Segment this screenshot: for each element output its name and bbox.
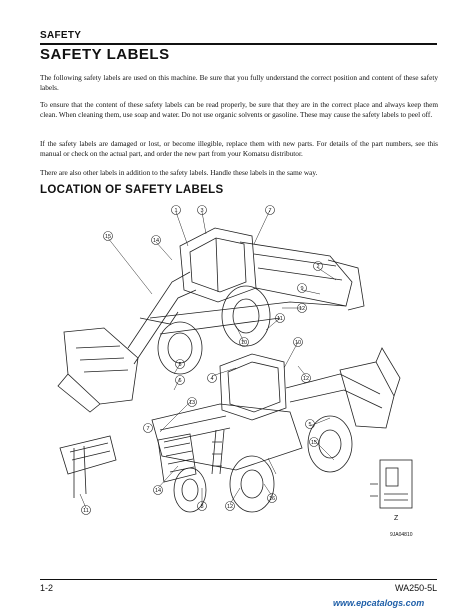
svg-text:12: 12 <box>302 376 310 382</box>
svg-text:13: 13 <box>188 400 196 406</box>
svg-text:14: 14 <box>154 488 162 494</box>
svg-text:12: 12 <box>298 306 306 312</box>
svg-text:15: 15 <box>104 234 112 240</box>
svg-text:12: 12 <box>226 504 234 510</box>
svg-text:10: 10 <box>294 340 302 346</box>
upper-loader-drawing <box>58 228 364 412</box>
svg-text:6: 6 <box>178 378 182 384</box>
lower-loader-drawing <box>152 348 400 512</box>
svg-text:15: 15 <box>310 440 318 446</box>
svg-text:16: 16 <box>268 496 276 502</box>
intro-paragraph-4: There are also other labels in addition to the safety labels. Handle these labels in the same way. <box>40 168 318 177</box>
model-number: WA250-5L <box>395 583 438 593</box>
intro-paragraph-1: The following safety labels are used on this machine. Be sure that you fully understand the correct position and content of these safety labels. <box>40 73 438 92</box>
callout-leaders <box>80 210 336 508</box>
svg-text:1: 1 <box>174 208 178 214</box>
intro-paragraph-2: To ensure that the content of these safety labels can be read properly, be sure that they are in the correct place and always keep them clean. When cleaning them, use soap and water. Do not use organic solvents or gasoline. These may cause the safety labels to peel off. <box>40 100 438 119</box>
footer-divider <box>40 579 437 580</box>
svg-text:10: 10 <box>240 340 248 346</box>
watermark-link[interactable]: www.epcatalogs.com <box>333 598 425 608</box>
svg-text:14: 14 <box>152 238 160 244</box>
intro-paragraph-3: If the safety labels are damaged or lost, or become illegible, replace them with new parts. For details of the part numbers, see this manual or check on the actual part, and order the new part from your Komatsu distributor. <box>40 139 438 158</box>
figure-code: 9JA04810 <box>390 532 413 538</box>
page-title: SAFETY LABELS <box>40 46 170 63</box>
svg-text:5: 5 <box>308 422 312 428</box>
svg-text:2: 2 <box>316 264 320 270</box>
section-divider <box>40 43 437 45</box>
svg-text:11: 11 <box>83 508 89 514</box>
svg-text:8: 8 <box>200 504 204 510</box>
inset-detail-left <box>60 436 116 498</box>
svg-text:11: 11 <box>277 316 283 322</box>
svg-text:4: 4 <box>210 376 214 382</box>
svg-text:7: 7 <box>268 208 272 214</box>
inset-detail-right <box>370 460 412 508</box>
svg-text:9: 9 <box>300 286 304 292</box>
svg-text:5: 5 <box>178 362 182 368</box>
section-tag: SAFETY <box>40 30 82 41</box>
loader-diagram <box>40 198 438 583</box>
callout-markers <box>82 206 323 515</box>
page-number: 1-2 <box>40 583 54 593</box>
view-label-z: Z <box>394 515 399 522</box>
svg-text:3: 3 <box>200 208 204 214</box>
svg-text:7: 7 <box>146 426 150 432</box>
location-heading: LOCATION OF SAFETY LABELS <box>40 184 224 196</box>
